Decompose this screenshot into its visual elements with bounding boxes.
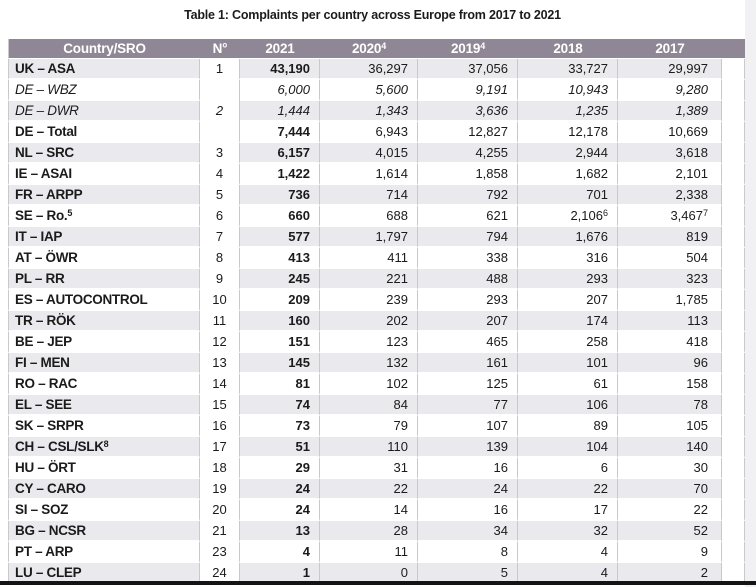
value-cell: 1,682 bbox=[518, 164, 618, 185]
country-cell: AT – ÖWR bbox=[8, 248, 200, 269]
value-cell: 78 bbox=[618, 395, 722, 416]
value-cell: 79 bbox=[320, 416, 418, 437]
rank-cell: 20 bbox=[200, 500, 240, 521]
table-row bbox=[8, 353, 745, 374]
value-cell: 2,338 bbox=[618, 185, 722, 206]
value-cell: 30 bbox=[618, 458, 722, 479]
country-cell: CY – CARO bbox=[8, 479, 200, 500]
value-cell: 701 bbox=[518, 185, 618, 206]
rank-cell: 11 bbox=[200, 311, 240, 332]
country-cell: SK – SRPR bbox=[8, 416, 200, 437]
table-row bbox=[8, 59, 745, 80]
value-cell: 160 bbox=[240, 311, 320, 332]
table-row bbox=[8, 290, 745, 311]
table-row bbox=[8, 521, 745, 542]
country-cell: LU – CLEP bbox=[8, 563, 200, 584]
edge-cell bbox=[722, 479, 745, 500]
value-cell: 151 bbox=[240, 332, 320, 353]
value-cell: 221 bbox=[320, 269, 418, 290]
value-cell: 89 bbox=[518, 416, 618, 437]
value-cell: 4,255 bbox=[418, 143, 518, 164]
value-cell: 323 bbox=[618, 269, 722, 290]
page-edge-strip bbox=[745, 0, 756, 587]
rank-cell: 4 bbox=[200, 164, 240, 185]
rank-cell: 12 bbox=[200, 332, 240, 353]
value-cell: 51 bbox=[240, 437, 320, 458]
value-cell: 10,669 bbox=[618, 122, 722, 143]
value-cell: 96 bbox=[618, 353, 722, 374]
value-cell: 4,015 bbox=[320, 143, 418, 164]
edge-cell bbox=[722, 269, 745, 290]
value-cell: 104 bbox=[518, 437, 618, 458]
value-cell: 24 bbox=[240, 500, 320, 521]
value-cell: 2,106$^6$ bbox=[518, 206, 618, 227]
value-cell: 84 bbox=[320, 395, 418, 416]
edge-cell bbox=[722, 395, 745, 416]
edge-cell bbox=[722, 248, 745, 269]
value-cell: 9,280 bbox=[618, 80, 722, 101]
value-cell: 258 bbox=[518, 332, 618, 353]
value-cell: 10,943 bbox=[518, 80, 618, 101]
rank-cell: 23 bbox=[200, 542, 240, 563]
edge-cell bbox=[722, 521, 745, 542]
value-cell: 1,858 bbox=[418, 164, 518, 185]
table-row bbox=[8, 542, 745, 563]
edge-cell bbox=[722, 416, 745, 437]
country-cell: HU – ÖRT bbox=[8, 458, 200, 479]
value-cell: 488 bbox=[418, 269, 518, 290]
value-cell: 577 bbox=[240, 227, 320, 248]
table-row bbox=[8, 143, 745, 164]
country-cell: TR – RÖK bbox=[8, 311, 200, 332]
value-cell: 2 bbox=[618, 563, 722, 584]
value-cell: 792 bbox=[418, 185, 518, 206]
value-cell: 70 bbox=[618, 479, 722, 500]
value-cell: 22 bbox=[618, 500, 722, 521]
country-cell: IE – ASAI bbox=[8, 164, 200, 185]
value-cell: 1,343 bbox=[320, 101, 418, 122]
value-cell: 3,618 bbox=[618, 143, 722, 164]
value-cell: 43,190 bbox=[240, 59, 320, 80]
country-cell: SE – Ro.$^5$ bbox=[8, 206, 200, 227]
value-cell: 736 bbox=[240, 185, 320, 206]
table-row bbox=[8, 206, 745, 227]
value-cell: 202 bbox=[320, 311, 418, 332]
value-cell: 338 bbox=[418, 248, 518, 269]
value-cell: 794 bbox=[418, 227, 518, 248]
country-cell: PL – RR bbox=[8, 269, 200, 290]
value-cell: 33,727 bbox=[518, 59, 618, 80]
country-cell: FR – ARPP bbox=[8, 185, 200, 206]
column-header-2020: 2020$^4$ bbox=[320, 39, 418, 59]
value-cell: 16 bbox=[418, 500, 518, 521]
value-cell: 239 bbox=[320, 290, 418, 311]
value-cell: 105 bbox=[618, 416, 722, 437]
value-cell: 14 bbox=[320, 500, 418, 521]
value-cell: 621 bbox=[418, 206, 518, 227]
column-header-2019: 2019$^4$ bbox=[418, 39, 518, 59]
edge-cell bbox=[722, 290, 745, 311]
value-cell: 504 bbox=[618, 248, 722, 269]
country-cell: DE – DWR bbox=[8, 101, 200, 122]
edge-cell bbox=[722, 353, 745, 374]
table-row bbox=[8, 227, 745, 248]
value-cell: 107 bbox=[418, 416, 518, 437]
rank-cell: 9 bbox=[200, 269, 240, 290]
value-cell: 16 bbox=[418, 458, 518, 479]
value-cell: 17 bbox=[518, 500, 618, 521]
value-cell: 1,235 bbox=[518, 101, 618, 122]
rank-cell: 10 bbox=[200, 290, 240, 311]
value-cell: 4 bbox=[240, 542, 320, 563]
bottom-rule bbox=[0, 581, 756, 585]
value-cell: 37,056 bbox=[418, 59, 518, 80]
table-row bbox=[8, 500, 745, 521]
value-cell: 74 bbox=[240, 395, 320, 416]
value-cell: 12,178 bbox=[518, 122, 618, 143]
rank-cell: 2 bbox=[200, 80, 240, 143]
rank-cell: 7 bbox=[200, 227, 240, 248]
rank-cell: 18 bbox=[200, 458, 240, 479]
value-cell: 110 bbox=[320, 437, 418, 458]
edge-cell bbox=[722, 164, 745, 185]
table-row bbox=[8, 332, 745, 353]
edge-cell bbox=[722, 59, 745, 80]
value-cell: 29 bbox=[240, 458, 320, 479]
value-cell: 34 bbox=[418, 521, 518, 542]
value-cell: 418 bbox=[618, 332, 722, 353]
edge-cell bbox=[722, 185, 745, 206]
value-cell: 139 bbox=[418, 437, 518, 458]
value-cell: 101 bbox=[518, 353, 618, 374]
rank-cell: 15 bbox=[200, 395, 240, 416]
country-cell: SI – SOZ bbox=[8, 500, 200, 521]
edge-cell bbox=[722, 227, 745, 248]
value-cell: 31 bbox=[320, 458, 418, 479]
edge-cell bbox=[722, 437, 745, 458]
value-cell: 413 bbox=[240, 248, 320, 269]
value-cell: 24 bbox=[240, 479, 320, 500]
country-cell: IT – IAP bbox=[8, 227, 200, 248]
value-cell: 22 bbox=[320, 479, 418, 500]
rank-cell: 6 bbox=[200, 206, 240, 227]
table-row bbox=[8, 269, 745, 290]
value-cell: 5 bbox=[418, 563, 518, 584]
country-cell: BE – JEP bbox=[8, 332, 200, 353]
rank-cell: 14 bbox=[200, 374, 240, 395]
value-cell: 7,444 bbox=[240, 122, 320, 143]
value-cell: 6 bbox=[518, 458, 618, 479]
column-header-2018: 2018 bbox=[518, 39, 618, 59]
edge-cell bbox=[722, 311, 745, 332]
table-row bbox=[8, 479, 745, 500]
rank-cell: 1 bbox=[200, 59, 240, 80]
value-cell: 688 bbox=[320, 206, 418, 227]
table-row bbox=[8, 458, 745, 479]
edge-cell bbox=[722, 143, 745, 164]
table-row bbox=[8, 185, 745, 206]
value-cell: 3,467$^7$ bbox=[618, 206, 722, 227]
value-cell: 4 bbox=[518, 563, 618, 584]
country-cell: PT – ARP bbox=[8, 542, 200, 563]
value-cell: 1 bbox=[240, 563, 320, 584]
table-row bbox=[8, 374, 745, 395]
value-cell: 316 bbox=[518, 248, 618, 269]
rank-cell: 21 bbox=[200, 521, 240, 542]
value-cell: 24 bbox=[418, 479, 518, 500]
value-cell: 1,676 bbox=[518, 227, 618, 248]
edge-cell bbox=[722, 101, 745, 122]
value-cell: 174 bbox=[518, 311, 618, 332]
value-cell: 81 bbox=[240, 374, 320, 395]
value-cell: 4 bbox=[518, 542, 618, 563]
value-cell: 61 bbox=[518, 374, 618, 395]
value-cell: 28 bbox=[320, 521, 418, 542]
value-cell: 1,797 bbox=[320, 227, 418, 248]
country-cell: RO – RAC bbox=[8, 374, 200, 395]
value-cell: 6,157 bbox=[240, 143, 320, 164]
value-cell: 1,422 bbox=[240, 164, 320, 185]
rank-cell: 13 bbox=[200, 353, 240, 374]
value-cell: 12,827 bbox=[418, 122, 518, 143]
value-cell: 9 bbox=[618, 542, 722, 563]
table-row bbox=[8, 416, 745, 437]
value-cell: 132 bbox=[320, 353, 418, 374]
value-cell: 73 bbox=[240, 416, 320, 437]
complaints-table bbox=[8, 39, 745, 584]
edge-cell bbox=[722, 374, 745, 395]
table-row bbox=[8, 395, 745, 416]
value-cell: 9,191 bbox=[418, 80, 518, 101]
value-cell: 158 bbox=[618, 374, 722, 395]
value-cell: 125 bbox=[418, 374, 518, 395]
value-cell: 2,944 bbox=[518, 143, 618, 164]
edge-cell bbox=[722, 122, 745, 143]
rank-cell: 17 bbox=[200, 437, 240, 458]
column-header-empty bbox=[722, 39, 745, 59]
value-cell: 714 bbox=[320, 185, 418, 206]
edge-cell bbox=[722, 80, 745, 101]
value-cell: 5,600 bbox=[320, 80, 418, 101]
country-cell: UK – ASA bbox=[8, 59, 200, 80]
rank-cell: 8 bbox=[200, 248, 240, 269]
value-cell: 207 bbox=[418, 311, 518, 332]
country-cell: ES – AUTOCONTROL bbox=[8, 290, 200, 311]
value-cell: 6,000 bbox=[240, 80, 320, 101]
column-header-2021: 2021 bbox=[240, 39, 320, 59]
country-cell: EL – SEE bbox=[8, 395, 200, 416]
edge-cell bbox=[722, 542, 745, 563]
rank-cell: 3 bbox=[200, 143, 240, 164]
table-row bbox=[8, 80, 745, 101]
table-caption: Table 1: Complaints per country across Europe from 2017 to 2021 bbox=[184, 8, 561, 22]
value-cell: 819 bbox=[618, 227, 722, 248]
value-cell: 8 bbox=[418, 542, 518, 563]
value-cell: 1,444 bbox=[240, 101, 320, 122]
value-cell: 1,389 bbox=[618, 101, 722, 122]
value-cell: 123 bbox=[320, 332, 418, 353]
value-cell: 245 bbox=[240, 269, 320, 290]
table-row bbox=[8, 248, 745, 269]
value-cell: 102 bbox=[320, 374, 418, 395]
column-header-country-sro: Country/SRO bbox=[8, 39, 200, 59]
rank-cell: 16 bbox=[200, 416, 240, 437]
value-cell: 465 bbox=[418, 332, 518, 353]
country-cell: DE – WBZ bbox=[8, 80, 200, 101]
value-cell: 207 bbox=[518, 290, 618, 311]
country-cell: CH – CSL/SLK$^8$ bbox=[8, 437, 200, 458]
value-cell: 22 bbox=[518, 479, 618, 500]
value-cell: 29,997 bbox=[618, 59, 722, 80]
value-cell: 0 bbox=[320, 563, 418, 584]
value-cell: 11 bbox=[320, 542, 418, 563]
value-cell: 1,785 bbox=[618, 290, 722, 311]
value-cell: 293 bbox=[518, 269, 618, 290]
value-cell: 52 bbox=[618, 521, 722, 542]
table-header-row bbox=[8, 39, 745, 59]
value-cell: 2,101 bbox=[618, 164, 722, 185]
column-header-2017: 2017 bbox=[618, 39, 722, 59]
country-cell: NL – SRC bbox=[8, 143, 200, 164]
value-cell: 13 bbox=[240, 521, 320, 542]
column-header-rank: N° bbox=[200, 39, 240, 59]
value-cell: 660 bbox=[240, 206, 320, 227]
country-cell: BG – NCSR bbox=[8, 521, 200, 542]
rank-cell: 24 bbox=[200, 563, 240, 584]
value-cell: 1,614 bbox=[320, 164, 418, 185]
value-cell: 161 bbox=[418, 353, 518, 374]
value-cell: 145 bbox=[240, 353, 320, 374]
value-cell: 293 bbox=[418, 290, 518, 311]
table-row bbox=[8, 164, 745, 185]
value-cell: 3,636 bbox=[418, 101, 518, 122]
rank-cell: 19 bbox=[200, 479, 240, 500]
value-cell: 36,297 bbox=[320, 59, 418, 80]
value-cell: 32 bbox=[518, 521, 618, 542]
value-cell: 77 bbox=[418, 395, 518, 416]
value-cell: 209 bbox=[240, 290, 320, 311]
rank-cell: 5 bbox=[200, 185, 240, 206]
country-cell: DE – Total bbox=[8, 122, 200, 143]
value-cell: 411 bbox=[320, 248, 418, 269]
value-cell: 113 bbox=[618, 311, 722, 332]
table-row bbox=[8, 122, 745, 143]
edge-cell bbox=[722, 332, 745, 353]
edge-cell bbox=[722, 500, 745, 521]
value-cell: 140 bbox=[618, 437, 722, 458]
table-row bbox=[8, 101, 745, 122]
table-row bbox=[8, 311, 745, 332]
country-cell: FI – MEN bbox=[8, 353, 200, 374]
value-cell: 106 bbox=[518, 395, 618, 416]
value-cell: 6,943 bbox=[320, 122, 418, 143]
edge-cell bbox=[722, 458, 745, 479]
edge-cell bbox=[722, 206, 745, 227]
table-row bbox=[8, 437, 745, 458]
